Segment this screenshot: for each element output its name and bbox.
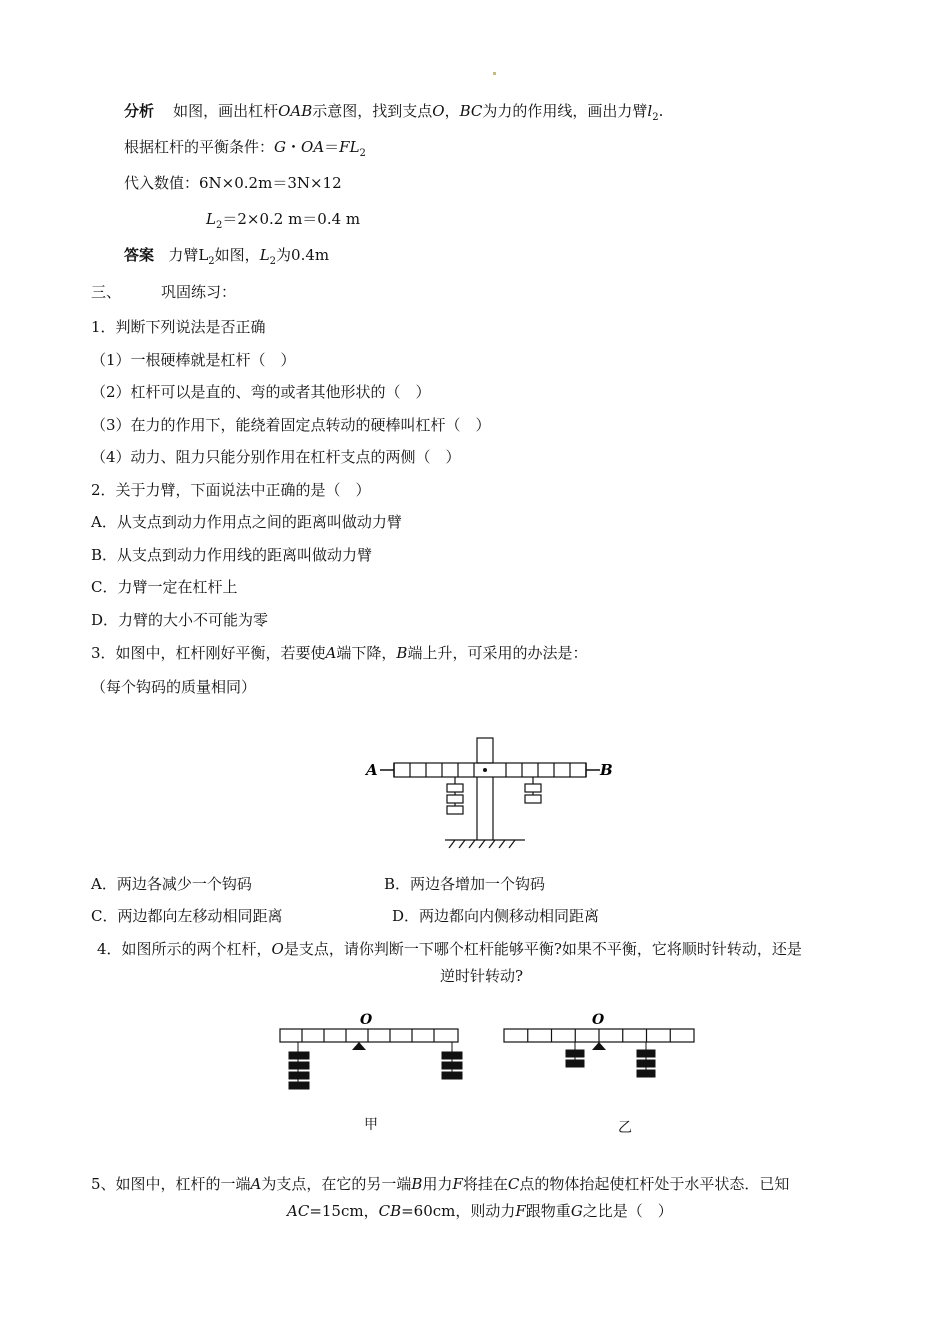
result-line: [206, 209, 360, 236]
var-oa: OA: [301, 138, 325, 156]
var-b: B: [411, 1175, 423, 1193]
var-b: B: [396, 644, 408, 662]
pivot-point: [483, 768, 487, 772]
analysis-line: [124, 101, 663, 128]
analysis-text: 为力的作用线，画出力臂: [482, 102, 648, 120]
q5-text: =15cm，: [309, 1202, 379, 1220]
left-weights: [566, 1042, 584, 1067]
q4-stem: [97, 939, 802, 959]
left-weights: [289, 1042, 309, 1089]
figure-caption-jia: 甲: [364, 1117, 378, 1133]
var-g: G: [570, 1202, 583, 1220]
q5-text: 将挂在: [462, 1175, 508, 1193]
q5-text: 点的物体抬起使杠杆处于水平状态．已知: [519, 1175, 790, 1193]
q5-stem: [91, 1174, 789, 1194]
q3-option: D．两边都向内侧移动相同距离: [392, 907, 600, 925]
answer-text: 如图，: [214, 246, 260, 264]
var-f: F: [452, 1175, 463, 1193]
q3-option: C．两边都向左移动相同距离: [91, 907, 283, 925]
fulcrum: [352, 1042, 366, 1050]
q4-stem-line2: 逆时针转动?: [440, 967, 524, 985]
fig-label-o: O: [360, 1012, 373, 1028]
q1-stem: 1．判断下列说法是否正确: [91, 318, 266, 336]
lever-bar: [394, 763, 586, 777]
q5-stem-line2: [287, 1201, 673, 1221]
dot-operator: ・: [286, 138, 302, 156]
var-l: L: [259, 246, 270, 264]
var-bc: BC: [459, 102, 483, 120]
q5-text: 跟物重: [525, 1202, 571, 1220]
var-l2: l: [647, 102, 653, 120]
var-o: O: [271, 940, 284, 958]
fig-label-a: A: [366, 761, 378, 779]
var-l: L: [206, 210, 216, 228]
right-weights: [637, 1042, 655, 1077]
q3-text: 端下降，: [336, 644, 397, 662]
q3-option: B．两边各增加一个钩码: [384, 875, 546, 893]
var-f: F: [515, 1202, 526, 1220]
figure-caption-yi: 乙: [618, 1120, 632, 1136]
fulcrum: [592, 1042, 606, 1050]
q2-option: C．力臂一定在杠杆上: [91, 578, 238, 596]
section-number: 三、: [91, 283, 122, 301]
left-weights: [447, 777, 463, 814]
section-heading: [91, 282, 236, 302]
balance-condition: [124, 137, 366, 164]
q3-text: 3．如图中，杠杆刚好平衡，若要使: [91, 644, 326, 662]
q5-text: 用力: [422, 1175, 453, 1193]
q4-text: 是支点，请你判断一下哪个杠杆能够平衡?如果不平衡，它将顺时针转动，还是: [283, 940, 802, 958]
ground: [445, 840, 525, 848]
q5-text: 之比是（ ）: [582, 1202, 673, 1220]
q2-option: D．力臂的大小不可能为零: [91, 611, 269, 629]
q5-text: 5、如图中，杠杆的一端: [91, 1175, 251, 1193]
var-fl: FL: [339, 138, 360, 156]
q5-text: 为支点，在它的另一端: [261, 1175, 412, 1193]
decorative-dot: [493, 72, 496, 75]
q1-item: （3）在力的作用下，能绕着固定点转动的硬棒叫杠杆（ ）: [91, 416, 491, 434]
subscript: 2: [215, 220, 223, 231]
var-a: A: [250, 1175, 262, 1193]
var-cb: CB: [378, 1202, 402, 1220]
subscript: 2: [269, 256, 277, 267]
fig-label-b: B: [600, 761, 613, 779]
answer-label: 答案: [124, 246, 155, 264]
answer-text: 为0.4m: [276, 246, 330, 264]
analysis-label: 分析: [124, 102, 155, 120]
subscript: 2: [652, 112, 659, 123]
q2-option: B．从支点到动力作用线的距离叫做动力臂: [91, 546, 373, 564]
balance-text: 根据杠杆的平衡条件：: [124, 138, 275, 156]
var-a: A: [325, 644, 337, 662]
lever-bar: [280, 1029, 458, 1042]
q1-item: （2）杠杆可以是直的、弯的或者其他形状的（ ）: [91, 383, 431, 401]
analysis-text: .: [658, 102, 664, 120]
q2-stem: 2．关于力臂，下面说法中正确的是（ ）: [91, 481, 371, 499]
q3-option: A．两边各减少一个钩码: [91, 875, 252, 893]
analysis-text: 如图，画出杠杆: [173, 102, 279, 120]
fig-label-o: O: [592, 1012, 605, 1028]
var-o: O: [432, 102, 445, 120]
support-post: [477, 738, 493, 840]
equals: ＝: [324, 138, 340, 156]
lever-figure-yi: [500, 1010, 700, 1090]
var-ac: AC: [287, 1202, 310, 1220]
var-oab: OAB: [278, 102, 313, 120]
q3-note: （每个钩码的质量相同）: [91, 678, 257, 696]
right-weights: [442, 1042, 462, 1079]
section-title: 巩固练习：: [161, 283, 237, 301]
lever-bar: [504, 1029, 694, 1042]
answer-text: 力臂L: [168, 246, 209, 264]
result-text: ＝2×0.2 m＝0.4 m: [222, 210, 361, 228]
analysis-text: ，: [444, 102, 460, 120]
substitution-line: 代入数值：6N×0.2m＝3N×12: [124, 174, 342, 192]
right-weights: [525, 777, 541, 803]
q1-item: （4）动力、阻力只能分别作用在杠杆支点的两侧（ ）: [91, 448, 461, 466]
lever-figure-q3: [360, 732, 620, 852]
analysis-text: 示意图，找到支点: [312, 102, 433, 120]
q3-stem: [91, 643, 587, 663]
subscript: 2: [208, 256, 215, 267]
answer-line: [124, 245, 329, 272]
q2-option: A．从支点到动力作用点之间的距离叫做动力臂: [91, 513, 402, 531]
q4-text: 4．如图所示的两个杠杆，: [97, 940, 272, 958]
lever-figure-jia: [276, 1010, 466, 1120]
q1-item: （1）一根硬棒就是杠杆（ ）: [91, 351, 296, 369]
subscript: 2: [359, 148, 366, 159]
q5-text: =60cm，则动力: [401, 1202, 516, 1220]
var-g: G: [274, 138, 286, 156]
var-c: C: [507, 1175, 520, 1193]
q3-text: 端上升，可采用的办法是：: [407, 644, 588, 662]
